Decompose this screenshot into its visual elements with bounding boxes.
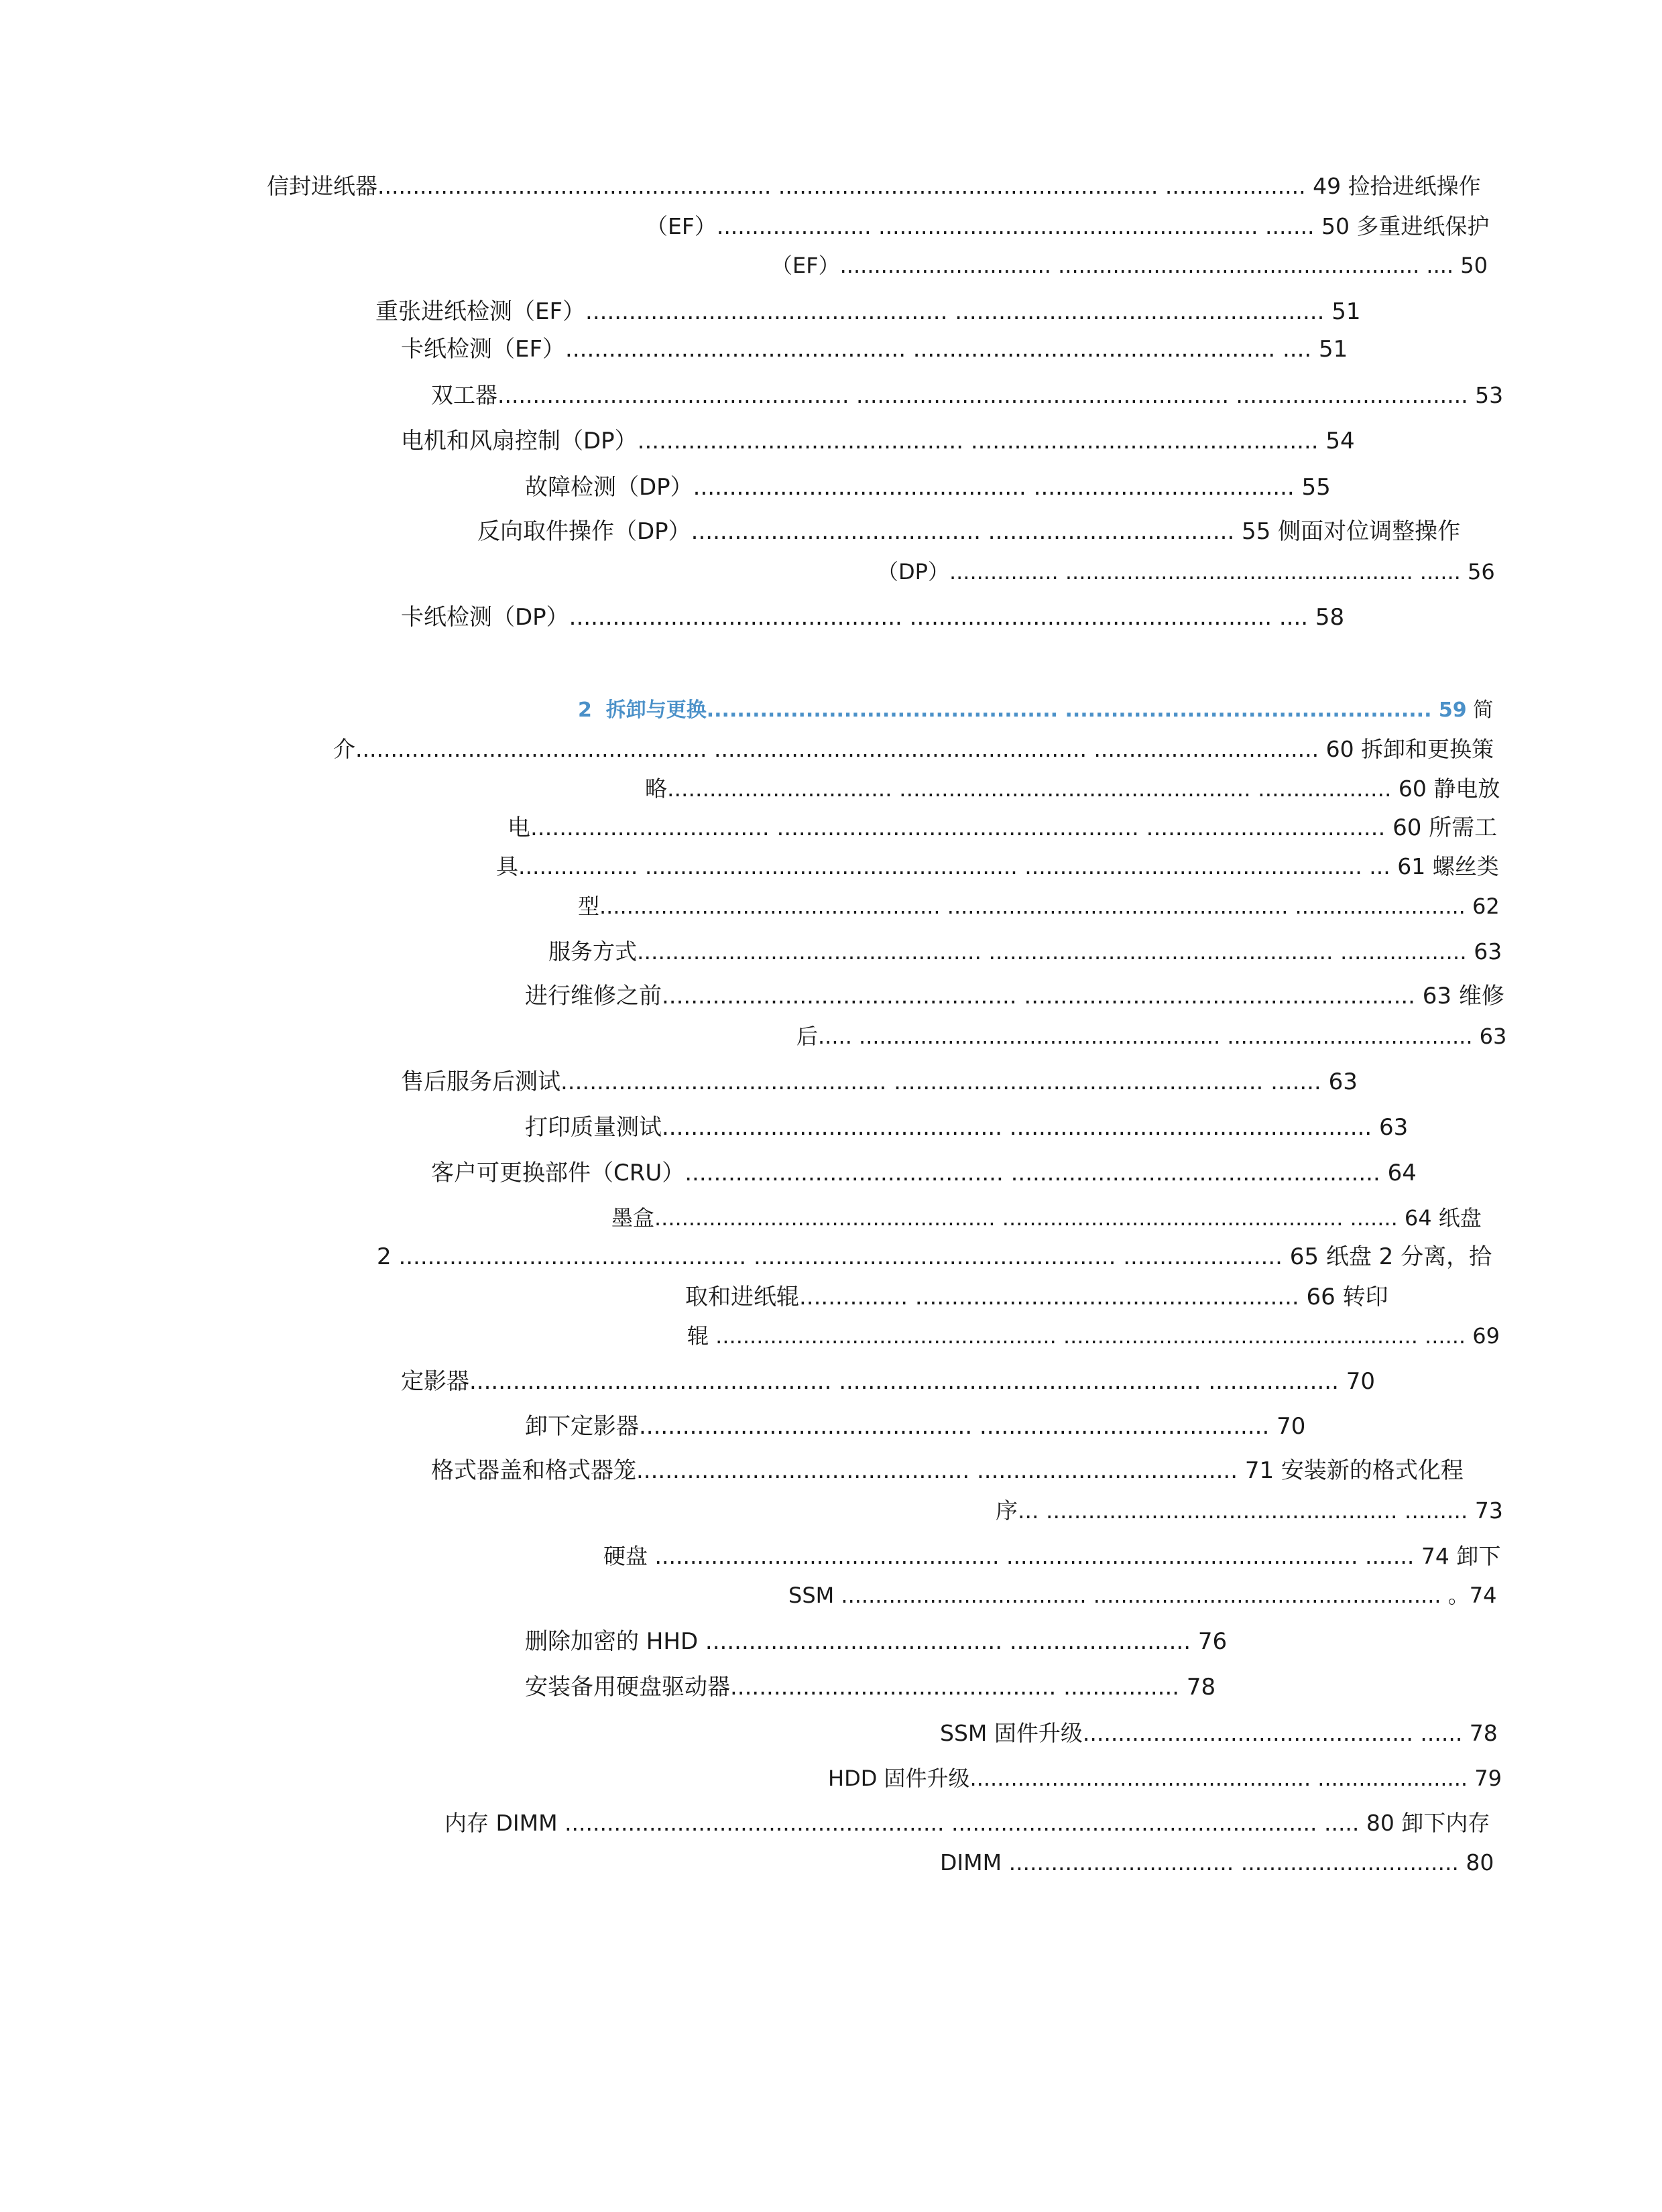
toc-entry: SSM 固件升级............................................... ...... 78: [940, 1720, 1498, 1746]
chapter-heading-title: 2 拆卸与更换.............................................. ................................................ 59: [578, 698, 1467, 722]
toc-entry: 删除加密的 HHD ......................................... ......................... 76: [525, 1628, 1228, 1655]
toc-entry: 取和进纸辊............... ..................................................... 66 转印: [685, 1284, 1388, 1310]
toc-entry: 序... .................................................. ......... 73: [996, 1497, 1503, 1524]
chapter-heading[interactable]: [578, 695, 1493, 726]
toc-entry: 重张进纸检测（EF）.................................................. ................................................... 51: [375, 298, 1361, 325]
toc-entry: 墨盒.................................................. .................................................. ....... 64 纸盘: [611, 1205, 1482, 1231]
toc-entry: 硬盘 ................................................. .................................................. ....... 74 卸下: [603, 1543, 1501, 1569]
toc-entry: 售后服务后测试............................................. ................................................... ....... 63: [401, 1068, 1358, 1095]
toc-entry: 2 ................................................ .................................................. ...................... 65 纸盘 2 分离，拾: [377, 1243, 1492, 1270]
toc-entry: 进行维修之前................................................. ...................................................... 63 维修: [525, 983, 1504, 1009]
toc-entry: 打印质量测试............................................... .................................................. 63: [525, 1114, 1409, 1141]
toc-entry: 信封进纸器........................................................ ...................................................... .................... 49 捡拾进纸操作: [267, 173, 1481, 199]
toc-entry: 型.................................................. .................................................. ......................... 62: [578, 894, 1500, 919]
toc-entry: （EF）...................... ...................................................... ....... 50 多重进纸保护: [646, 213, 1490, 239]
toc-entry: 略................................ .................................................. ................... 60 静电放: [645, 776, 1500, 802]
toc-entry: 定影器.................................................. .................................................. .................. 70: [401, 1368, 1375, 1395]
toc-entry: 卡纸检测（EF）............................................... .................................................. .... 51: [401, 336, 1348, 363]
toc-entry: 卡纸检测（DP）.............................................. .................................................. .... 58: [401, 604, 1345, 631]
toc-entry: 具................. ..................................................... ................................................ ... 61 螺丝类: [496, 853, 1499, 879]
toc-entry: HDD 固件升级.................................................. ...................... 79: [828, 1766, 1502, 1791]
toc-entry: SSM .................................... ................................................... 。74: [788, 1583, 1497, 1608]
toc-entry: 后..... ..................................................... .................................... 63: [796, 1024, 1507, 1049]
toc-entry: 电................................. .................................................. ................................. 60 所需工: [508, 814, 1498, 841]
toc-entry: 格式器盖和格式器笼.............................................. .................................... 71 安装新的格式化程: [431, 1457, 1464, 1484]
toc-entry: 故障检测（DP）.............................................. .................................... 55: [525, 474, 1331, 501]
toc-entry: 服务方式................................................. ................................................. .................. 63: [548, 938, 1502, 965]
toc-entry: （EF）............................... ..................................................... .... 50: [771, 253, 1488, 278]
toc-entry: （DP）................ ................................................... ...... 56: [877, 559, 1495, 585]
toc-entry: 辊 .................................................. .................................................... ...... 69: [687, 1323, 1500, 1349]
toc-entry: 介.................................................. ..................................................... ................................ 60 拆卸和更换策: [333, 736, 1494, 762]
toc-entry: 卸下定影器.............................................. ........................................ 70: [525, 1413, 1306, 1440]
toc-entry: 安装备用硬盘驱动器............................................. ................ 78: [525, 1674, 1216, 1701]
toc-entry: 双工器.................................................. ..................................................... ................................. 53: [431, 382, 1504, 408]
toc-entry: DIMM ................................ ............................... 80: [940, 1849, 1494, 1876]
toc-entry: 内存 DIMM ...................................................... .................................................... ..... 80 卸下内存: [444, 1810, 1490, 1836]
chapter-heading-tail: 简: [1466, 698, 1494, 722]
toc-entry: 客户可更换部件（CRU）............................................ ................................................... 64: [431, 1160, 1417, 1186]
toc-entry: 反向取件操作（DP）........................................ .................................. 55 侧面对位调整操作: [477, 518, 1461, 545]
toc-entry: 电机和风扇控制（DP）............................................. ................................................ 54: [401, 428, 1355, 454]
